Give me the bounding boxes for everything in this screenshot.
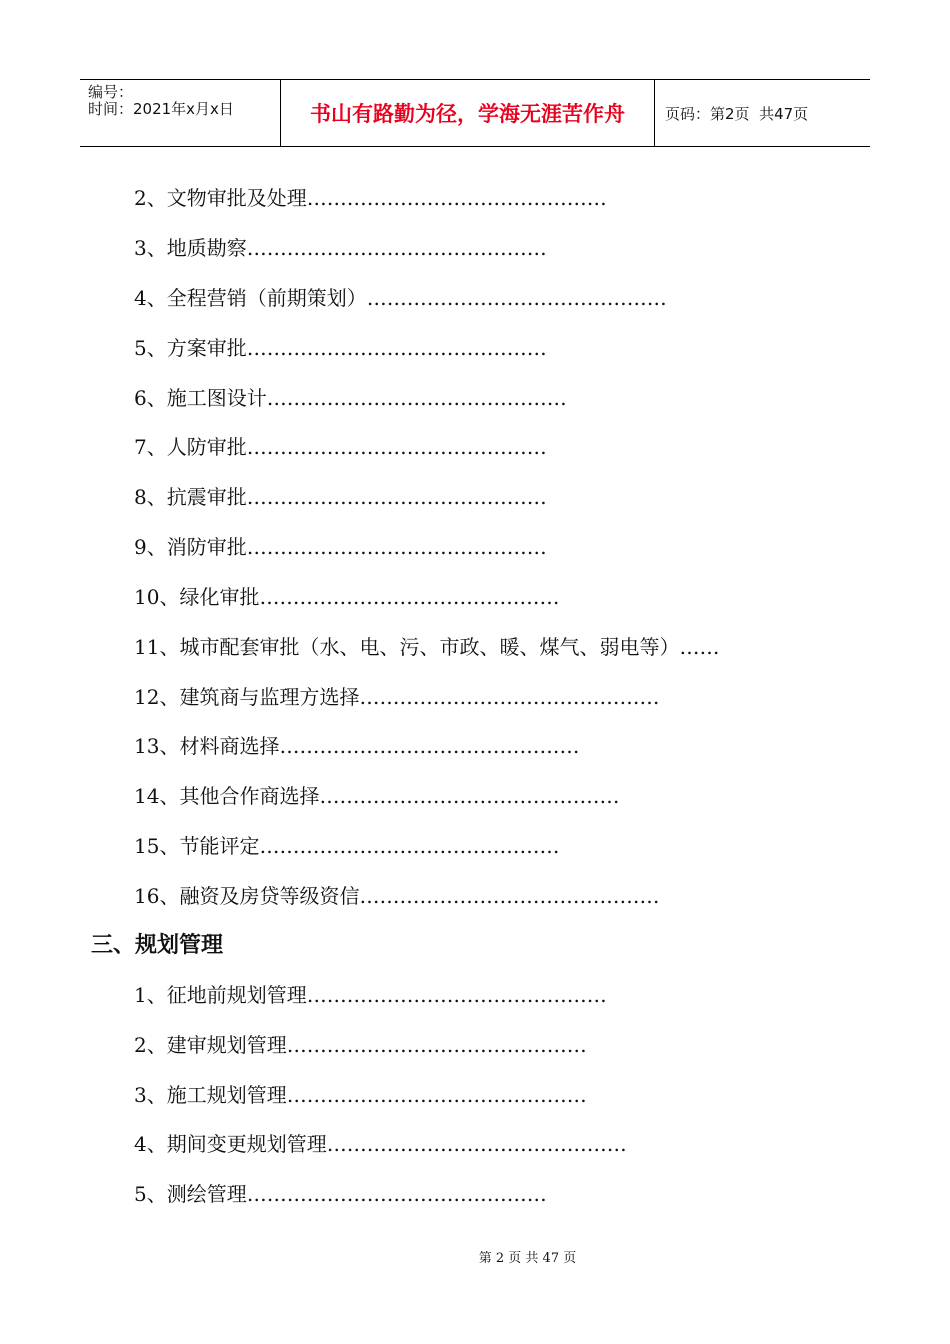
header-meta-cell: [80, 80, 281, 146]
page-info: 页码：第2页 共47页: [665, 104, 809, 123]
list-item: 12、建筑商与监理方选择………………………………………: [134, 685, 660, 709]
list-item: 6、施工图设计………………………………………: [134, 386, 567, 410]
footer-page-number: 第 2 页 共 47 页: [478, 1251, 577, 1266]
list-item: 2、文物审批及处理………………………………………: [134, 186, 607, 210]
time-label: 时间：2021年x月x日: [88, 100, 234, 118]
list-item: 5、测绘管理………………………………………: [134, 1182, 547, 1206]
list-item: 1、征地前规划管理………………………………………: [134, 983, 607, 1007]
list-item: 16、融资及房贷等级资信………………………………………: [134, 884, 660, 908]
list-item: 3、施工规划管理………………………………………: [134, 1083, 587, 1107]
list-item: 11、城市配套审批（水、电、污、市政、暖、煤气、弱电等）……: [134, 635, 720, 659]
list-item: 10、绿化审批………………………………………: [134, 585, 560, 609]
list-item: 14、其他合作商选择………………………………………: [134, 784, 620, 808]
list-item: 4、全程营销（前期策划）………………………………………: [134, 286, 667, 310]
document-header: [80, 79, 870, 147]
motto: 书山有路勤为径，学海无涯苦作舟: [281, 80, 655, 146]
list-item: 8、抗震审批………………………………………: [134, 485, 547, 509]
page-footer: [0, 1247, 950, 1266]
list-item: 3、地质勘察………………………………………: [134, 236, 547, 260]
list-item: 9、消防审批………………………………………: [134, 535, 547, 559]
list-item: 4、期间变更规划管理………………………………………: [134, 1132, 627, 1156]
number-label: 编号：: [88, 83, 134, 101]
list-item: 15、节能评定………………………………………: [134, 834, 560, 858]
section-title: 三、规划管理: [91, 933, 224, 958]
list-item: 13、材料商选择………………………………………: [134, 734, 580, 758]
list-item: 2、建审规划管理………………………………………: [134, 1033, 587, 1057]
list-item: 5、方案审批………………………………………: [134, 336, 547, 360]
list-item: 7、人防审批………………………………………: [134, 435, 547, 459]
